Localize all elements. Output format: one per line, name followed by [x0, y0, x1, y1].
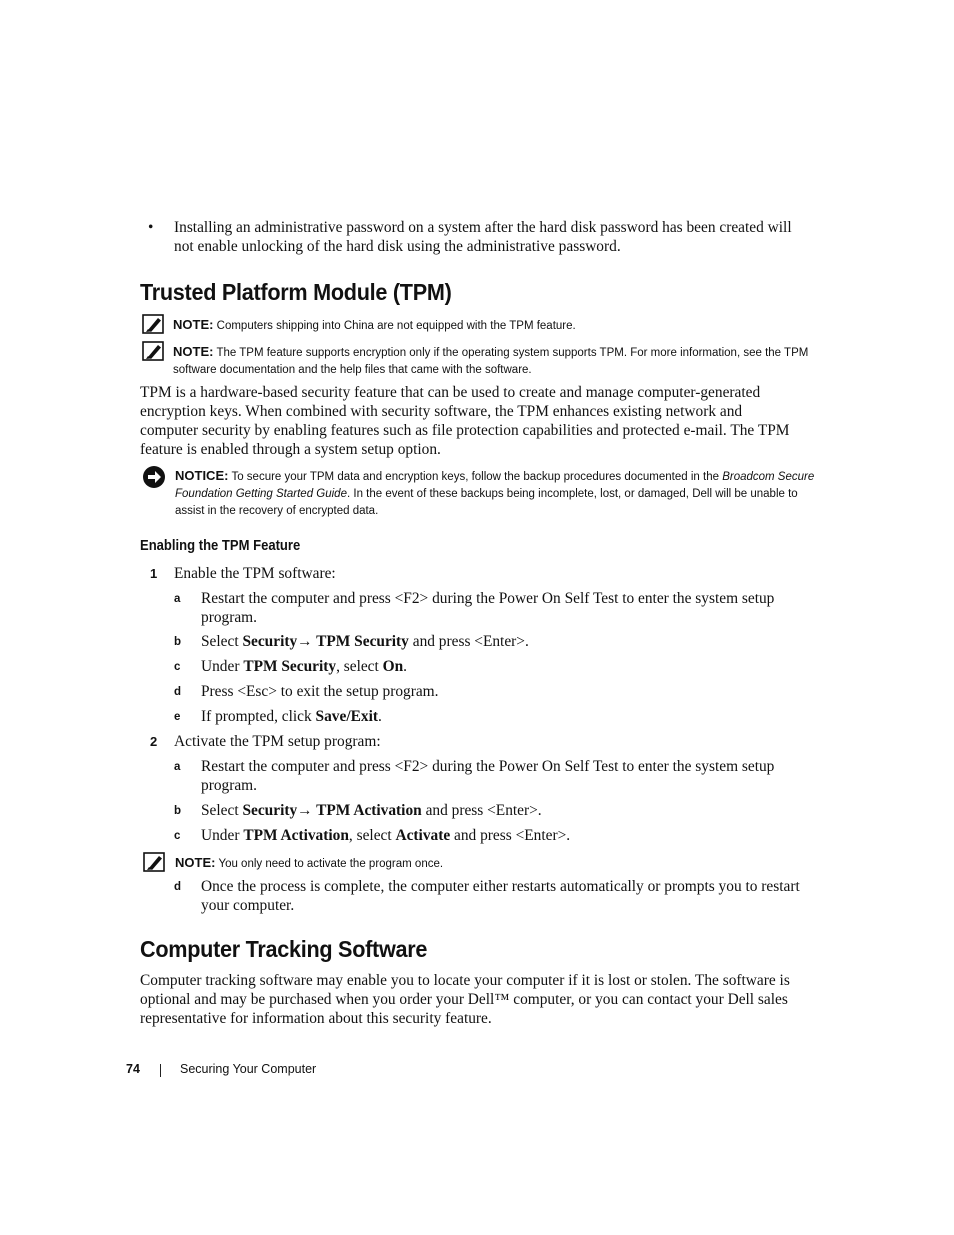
step-1e-post: . [377, 708, 382, 725]
step-1c-text [201, 657, 813, 676]
arrow-icon: → [297, 633, 313, 650]
bullet-symbol: • [148, 219, 154, 236]
arrow-icon: → [297, 802, 313, 819]
step-1b-post: and press <Enter>. [408, 633, 529, 650]
tpm-heading-wrap [140, 279, 479, 306]
step-2d-letter: d [174, 881, 182, 893]
enabling-heading-wrap [140, 538, 318, 554]
pencil-note-icon [143, 852, 165, 872]
notice [175, 467, 815, 520]
step-2a-text: Restart the computer and press <F2> during the Power On Self Test to enter the system setup program. [201, 758, 775, 794]
step-1c-letter: c [174, 661, 181, 673]
step-2b-text [201, 801, 813, 820]
step-1d-letter: d [174, 686, 182, 698]
step-1-number: 1 [150, 566, 158, 581]
note-1-text: Computers shipping into China are not equipped with the TPM feature. [216, 320, 576, 332]
option-save-exit: Save/Exit [315, 708, 378, 725]
tracking-heading: Computer Tracking Software [140, 936, 428, 962]
enabling-heading: Enabling the TPM Feature [140, 538, 301, 554]
option-on: On [382, 658, 404, 675]
note-3-label: NOTE: [175, 855, 216, 870]
step-1b-text [201, 632, 813, 651]
step-1b-pre: Select [201, 633, 243, 650]
menu-security: Security [242, 802, 298, 819]
pencil-note-icon [142, 314, 164, 334]
note-2-label: NOTE: [173, 344, 214, 359]
menu-tpm-security: TPM Security [312, 633, 409, 650]
menu-security: Security [242, 633, 298, 650]
footer-separator [160, 1064, 161, 1077]
step-2c-post: and press <Enter>. [450, 827, 571, 844]
footer-section-title: Securing Your Computer [180, 1062, 317, 1076]
step-1c-pre: Under [201, 658, 244, 675]
step-1e-text [201, 707, 813, 726]
note-2 [173, 343, 818, 379]
step-2b-letter: b [174, 805, 182, 817]
step-1d-text: Press <Esc> to exit the setup program. [201, 683, 439, 700]
tracking-paragraph: Computer tracking software may enable you to locate your computer if it is lost or stolen. The software is optional and may be purchased when you order your Dell™ computer, or you can contact your Dell sales representative for information about this security feature. [140, 972, 790, 1027]
step-1e-pre: If prompted, click [201, 708, 316, 725]
step-2c-text [201, 826, 813, 845]
step-2b-post: and press <Enter>. [421, 802, 542, 819]
note-1-label: NOTE: [173, 317, 214, 332]
step-1a-text: Restart the computer and press <F2> during the Power On Self Test to enter the system setup program. [201, 590, 775, 626]
notice-guide-title: Broadcom Secure Foundation Getting Started Guide [175, 471, 815, 500]
page-number: 74 [126, 1062, 140, 1076]
step-2c-letter: c [174, 830, 181, 842]
step-2a-letter: a [174, 761, 181, 773]
tracking-heading-wrap [140, 936, 452, 963]
option-tpm-activation: TPM Activation [243, 827, 349, 844]
pencil-note-icon [142, 341, 164, 361]
step-2d-text: Once the process is complete, the computer either restarts automatically or prompts you to restart your computer. [201, 878, 800, 914]
tpm-heading: Trusted Platform Module (TPM) [140, 279, 452, 305]
step-2b-pre: Select [201, 802, 243, 819]
step-2c-mid: , select [348, 827, 396, 844]
note-2-text: The TPM feature supports encryption only if the operating system supports TPM. For more information, see the TPM software documentation and the help files that came with the software. [173, 347, 809, 376]
notice-arrow-icon [142, 465, 166, 489]
notice-text-before: To secure your TPM data and encryption keys, follow the backup procedures documented in the [231, 471, 719, 483]
tpm-paragraph: TPM is a hardware-based security feature that can be used to create and manage computer-generated encryption keys. When combined with security software, the TPM enhances existing network and computer security by enabling features such as file protection capabilities and protected e-mail. The TPM feature is enabled through a system setup option. [140, 384, 790, 458]
option-tpm-security: TPM Security [243, 658, 337, 675]
option-activate: Activate [395, 827, 451, 844]
step-1c-mid: , select [336, 658, 383, 675]
step-1b-letter: b [174, 636, 182, 648]
note-3 [175, 854, 815, 873]
step-2c-pre: Under [201, 827, 244, 844]
step-1e-letter: e [174, 711, 181, 723]
step-1c-post: . [403, 658, 408, 675]
note-1 [173, 316, 818, 335]
step-1-text: Enable the TPM software: [174, 565, 336, 582]
notice-text-after: . In the event of these backups being incomplete, lost, or damaged, Dell will be unable to assist in the recovery of encrypted data. [175, 488, 798, 517]
step-2-text: Activate the TPM setup program: [174, 733, 381, 750]
bullet-text: Installing an administrative password on a system after the hard disk password has been created will not enable unlocking of the hard disk using the administrative password. [174, 219, 792, 255]
note-3-text: You only need to activate the program once. [218, 858, 444, 870]
notice-label: NOTICE: [175, 468, 229, 483]
menu-tpm-activation: TPM Activation [312, 802, 422, 819]
step-1a-letter: a [174, 593, 181, 605]
step-2-number: 2 [150, 734, 158, 749]
